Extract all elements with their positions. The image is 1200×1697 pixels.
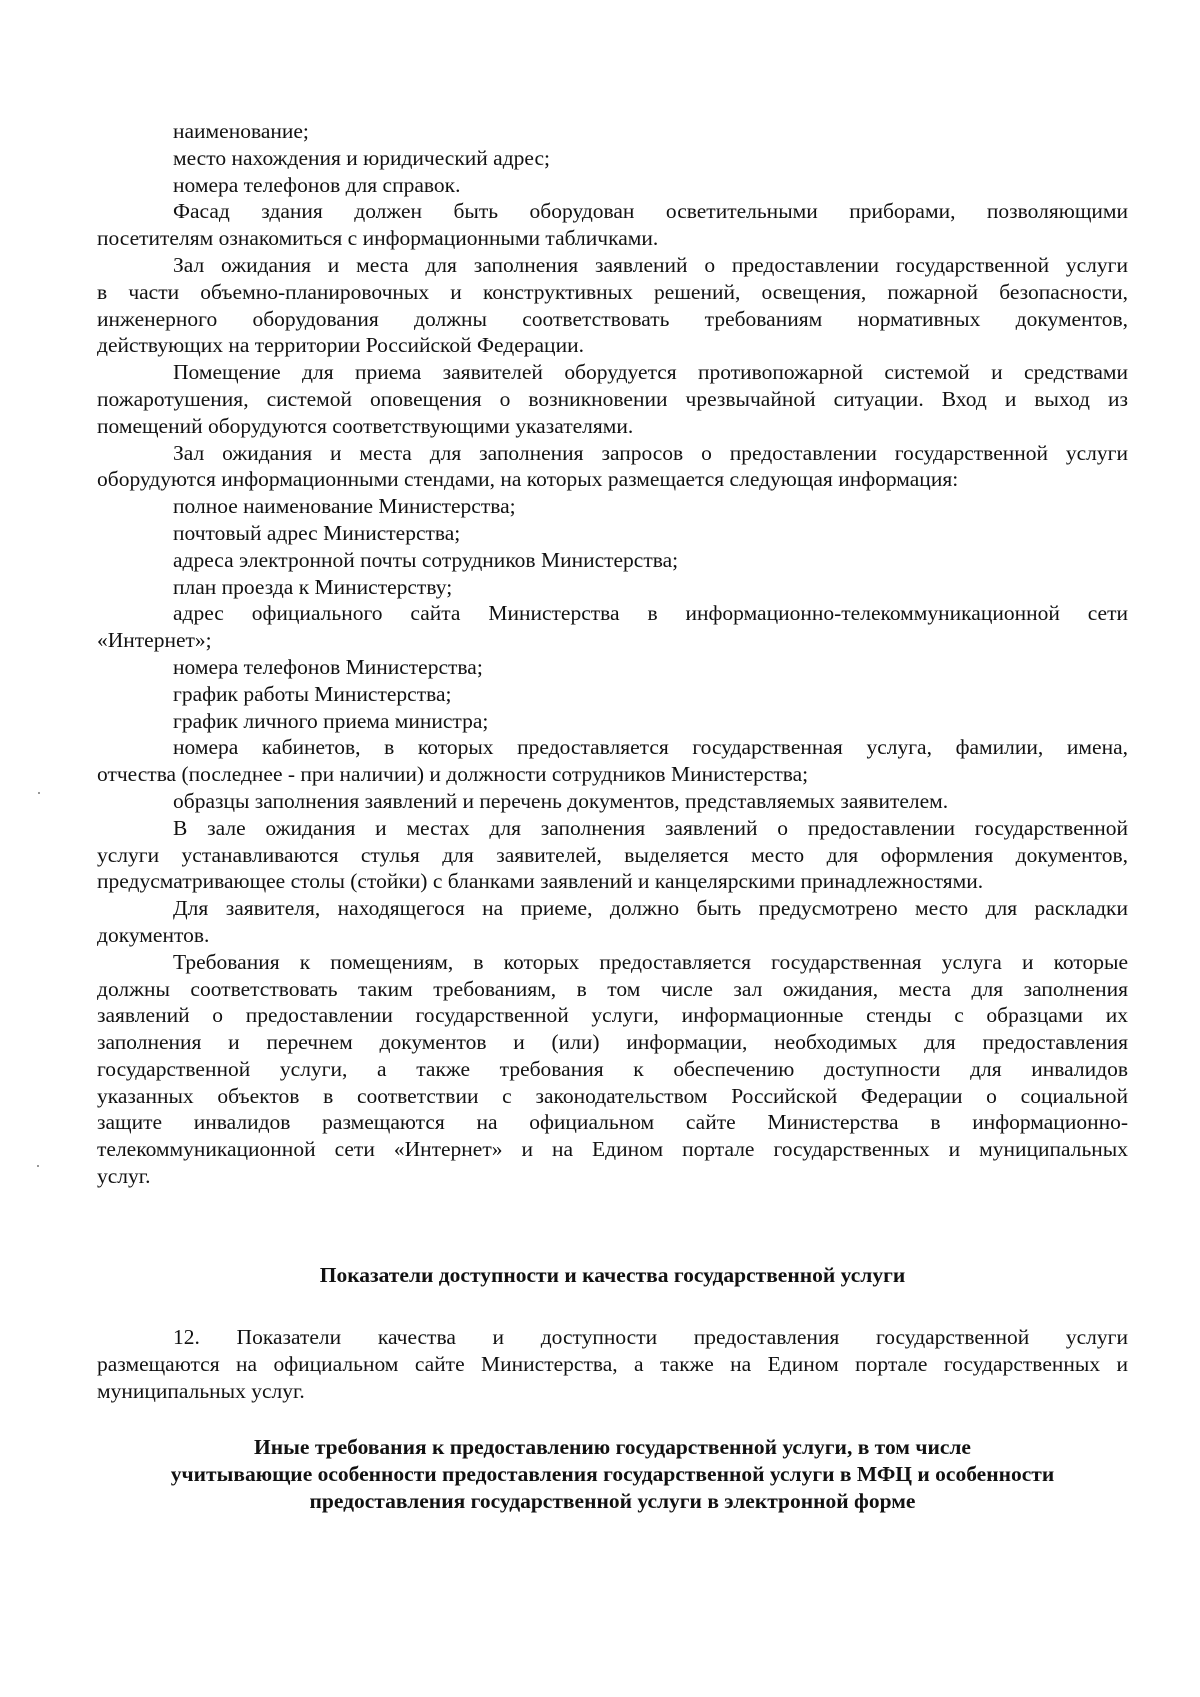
requirements-paragraph-line: государственной услуги, а также требования к обеспечению доступности для инвалидов — [97, 1056, 1128, 1081]
requirements-paragraph-line: защите инвалидов размещаются на официальном сайте Министерства в информационно- — [97, 1110, 1128, 1135]
requirements-paragraph-line: услуг. — [97, 1164, 151, 1189]
website-item-line: адрес официального сайта Министерства в информационно-телекоммуникационной сети — [173, 601, 1128, 626]
stands-paragraph-line: оборудуются информационными стендами, на которых размещается следующая информация: — [97, 467, 959, 492]
hall-paragraph-line: инженерного оборудования должны соответствовать требованиям нормативных документов, — [97, 306, 1128, 331]
chairs-paragraph-line: услуги устанавливаются стулья для заявителей, выделяется место для оформления документов, — [97, 842, 1128, 867]
layout-place-paragraph-line: Для заявителя, находящегося на приеме, должно быть предусмотрено место для раскладки — [173, 896, 1128, 921]
chairs-paragraph-line: В зале ожидания и местах для заполнения заявлений о предоставлении государственной — [173, 815, 1128, 840]
list-item: номера телефонов Министерства; — [173, 654, 483, 679]
stands-paragraph-line: Зал ожидания и места для заполнения запросов о предоставлении государственной услуги — [173, 440, 1128, 465]
premises-paragraph-line: помещений оборудуются соответствующими указателями. — [97, 413, 634, 438]
intro-line: наименование; — [173, 119, 309, 143]
requirements-paragraph-line: телекоммуникационной сети «Интернет» и на Едином портале государственных и муниципальных — [97, 1137, 1128, 1162]
section-heading-line: Показатели доступности и качества государственной услуги — [319, 1263, 906, 1287]
requirements-paragraph-line: заявлений о предоставлении государственной услуги, информационные стенды с образцами их — [97, 1003, 1128, 1028]
facade-paragraph-line: посетителям ознакомиться с информационными табличками. — [97, 226, 659, 251]
section-heading-other-requirements — [97, 1434, 1128, 1515]
requirements-paragraph-line: Требования к помещениям, в которых предоставляется государственная услуга и которые — [173, 949, 1128, 974]
item-12-line: размещаются на официальном сайте Министерства, а также на Едином портале государственных и — [97, 1351, 1128, 1376]
item-12-line: муниципальных услуг. — [97, 1378, 305, 1403]
premises-paragraph-line: Помещение для приема заявителей оборудуется противопожарной системой и средствами — [173, 360, 1128, 385]
requirements-paragraph-line: заполнения и перечнем документов и (или) информации, необходимых для предоставления — [97, 1030, 1128, 1055]
layout-place-paragraph-line: документов. — [97, 922, 210, 947]
hall-paragraph-line: Зал ожидания и места для заполнения заявлений о предоставлении государственной услуги — [173, 252, 1128, 277]
chairs-paragraph-line: предусматривающее столы (стойки) с бланками заявлений и канцелярскими принадлежностями. — [97, 869, 984, 894]
body-text — [97, 118, 1128, 1190]
item-12 — [97, 1324, 1128, 1404]
cabinets-item-line: номера кабинетов, в которых предоставляется государственная услуга, фамилии, имена, — [173, 735, 1128, 760]
list-item: полное наименование Министерства; — [173, 494, 516, 519]
cabinets-item-line: отчества (последнее - при наличии) и должности сотрудников Министерства; — [97, 762, 809, 787]
hall-paragraph-line: в части объемно-планировочных и конструктивных решений, освещения, пожарной безопасности, — [97, 279, 1128, 304]
item-12-line: 12. Показатели качества и доступности предоставления государственной услуги — [173, 1325, 1128, 1349]
list-item: почтовый адрес Министерства; — [173, 520, 461, 545]
scan-speck — [37, 1165, 39, 1167]
section-heading-line: учитывающие особенности предоставления государственной услуги в МФЦ и особенности — [170, 1462, 1055, 1486]
requirements-paragraph-line: должны соответствовать таким требованиям, в том числе зал ожидания, места для заполнения — [97, 976, 1128, 1001]
list-item: график личного приема министра; — [173, 708, 489, 733]
list-item: адреса электронной почты сотрудников Министерства; — [173, 547, 679, 572]
section-heading-line: Иные требования к предоставлению государственной услуги, в том числе — [254, 1435, 971, 1459]
intro-line: номера телефонов для справок. — [173, 172, 461, 197]
requirements-paragraph-line: указанных объектов в соответствии с законодательством Российской Федерации о социальной — [97, 1083, 1128, 1108]
facade-paragraph-line: Фасад здания должен быть оборудован осветительными приборами, позволяющими — [173, 199, 1128, 224]
section-heading-indicators — [97, 1262, 1128, 1289]
intro-line: место нахождения и юридический адрес; — [173, 145, 551, 170]
scan-speck — [38, 792, 40, 794]
list-item: план проезда к Министерству; — [173, 574, 453, 599]
hall-paragraph-line: действующих на территории Российской Федерации. — [97, 333, 584, 358]
samples-item: образцы заполнения заявлений и перечень документов, представляемых заявителем. — [173, 788, 949, 813]
section-heading-line: предоставления государственной услуги в электронной форме — [309, 1489, 916, 1513]
list-item: график работы Министерства; — [173, 681, 452, 706]
premises-paragraph-line: пожаротушения, системой оповещения о возникновении чрезвычайной ситуации. Вход и выход из — [97, 386, 1128, 411]
website-item-line: «Интернет»; — [97, 628, 212, 653]
